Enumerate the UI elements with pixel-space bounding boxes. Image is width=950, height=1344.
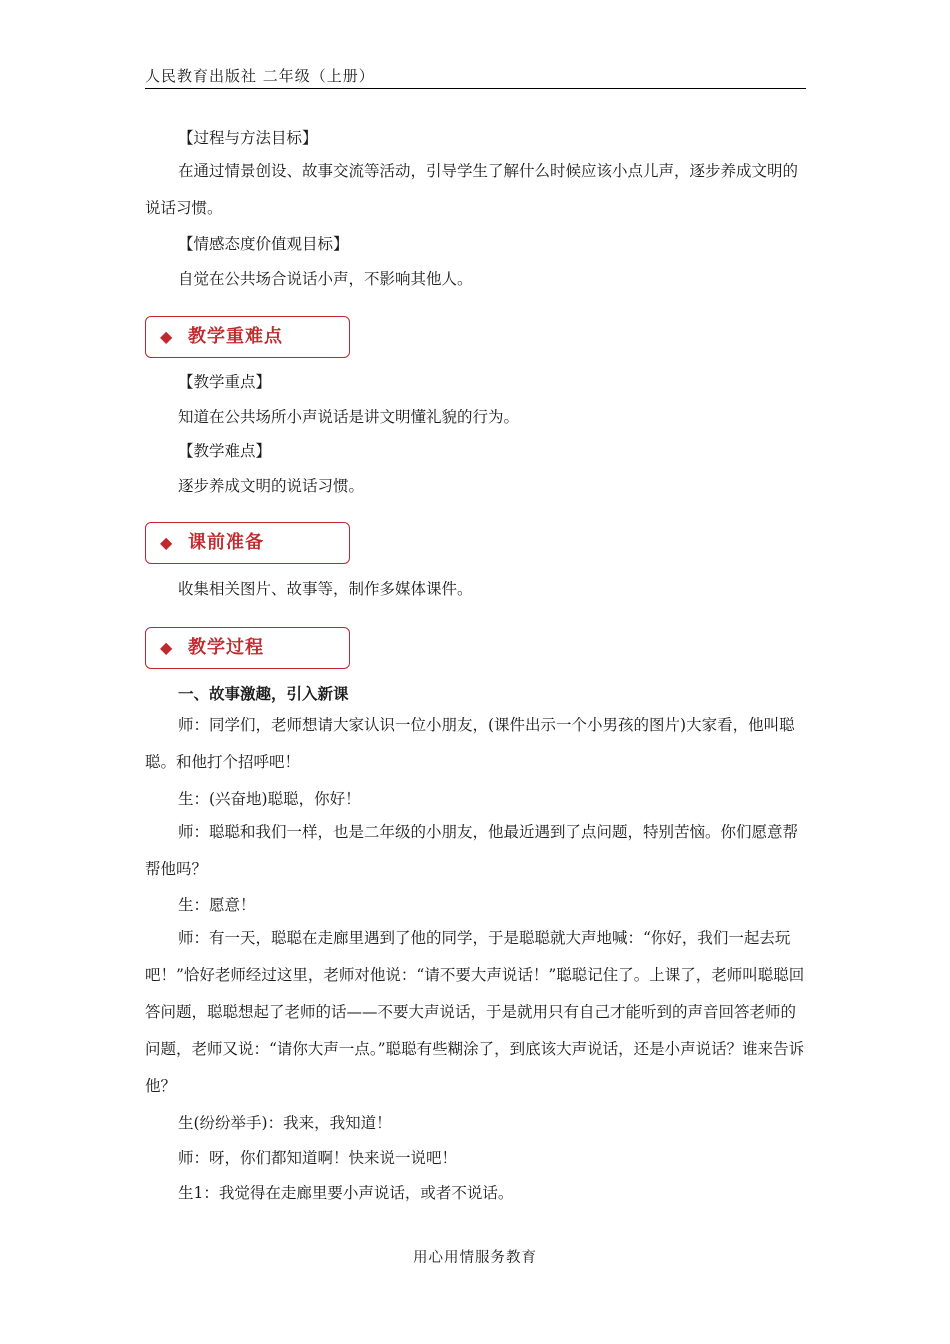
section-box-process (145, 627, 350, 669)
diamond-bullet-icon: ◆ (160, 638, 173, 657)
dialogue-paragraph: 生1：我觉得在走廊里要小声说话，或者不说话。 (178, 1184, 514, 1202)
dialogue-paragraph: 师：聪聪和我们一样，也是二年级的小朋友，他最近遇到了点问题，特别苦恼。你们愿意帮帮他吗？ (145, 823, 799, 878)
section-title-process: 教学过程 (188, 637, 264, 658)
dialogue-paragraph: 师：同学们，老师想请大家认识一位小朋友，(课件出示一个小男孩的图片)大家看，他叫聪聪。和他打个招呼吧！ (145, 716, 795, 771)
diamond-bullet-icon: ◆ (160, 533, 173, 552)
teaching-focus-heading: 【教学重点】 (178, 373, 272, 391)
preparation-text: 收集相关图片、故事等，制作多媒体课件。 (178, 580, 473, 598)
page-footer: 用心用情服务教育 (413, 1250, 537, 1266)
dialogue-paragraph: 生(纷纷举手)：我来，我知道！ (178, 1114, 392, 1132)
header-text: 人民教育出版社 二年级（上册） (145, 67, 375, 85)
process-method-goal-heading: 【过程与方法目标】 (178, 129, 318, 147)
step1-heading: 一、故事激趣，引入新课 (178, 684, 349, 703)
process-method-goal-text: 在通过情景创设、故事交流等活动，引导学生了解什么时候应该小点儿声，逐步养成文明的说话习惯。 (145, 162, 799, 217)
section-box-preparation (145, 522, 350, 564)
emotion-goal-heading: 【情感态度价值观目标】 (178, 235, 349, 253)
teaching-difficulty-heading: 【教学难点】 (178, 442, 272, 460)
section-title-key-points: 教学重难点 (188, 326, 283, 347)
teaching-difficulty-text: 逐步养成文明的说话习惯。 (178, 477, 365, 495)
dialogue-paragraph: 师：有一天，聪聪在走廊里遇到了他的同学，于是聪聪就大声地喊：“你好，我们一起去玩吧！”恰好老师经过这里，老师对他说：“请不要大声说话！”聪聪记住了。上课了，老师叫聪聪回答问题，聪聪想起了老师的话——不要大声说话，于是就用只有自己才能听到的声音回答老师的问题，老师又说：“请你大声一点。”聪聪有些糊涂了，到底该大声说话，还是小声说话？谁来告诉他？ (145, 929, 805, 1095)
section-title-preparation: 课前准备 (188, 532, 264, 553)
section-box-key-points (145, 316, 350, 358)
dialogue-paragraph: 生：(兴奋地)聪聪，你好！ (178, 790, 361, 808)
diamond-bullet-icon: ◆ (160, 327, 173, 346)
dialogue-paragraph: 生：愿意！ (178, 896, 256, 914)
dialogue-paragraph: 师：呀，你们都知道啊！快来说一说吧！ (178, 1149, 458, 1167)
page-header (145, 66, 806, 89)
teaching-focus-text: 知道在公共场所小声说话是讲文明懂礼貌的行为。 (178, 408, 520, 426)
emotion-goal-text: 自觉在公共场合说话小声，不影响其他人。 (178, 270, 473, 288)
